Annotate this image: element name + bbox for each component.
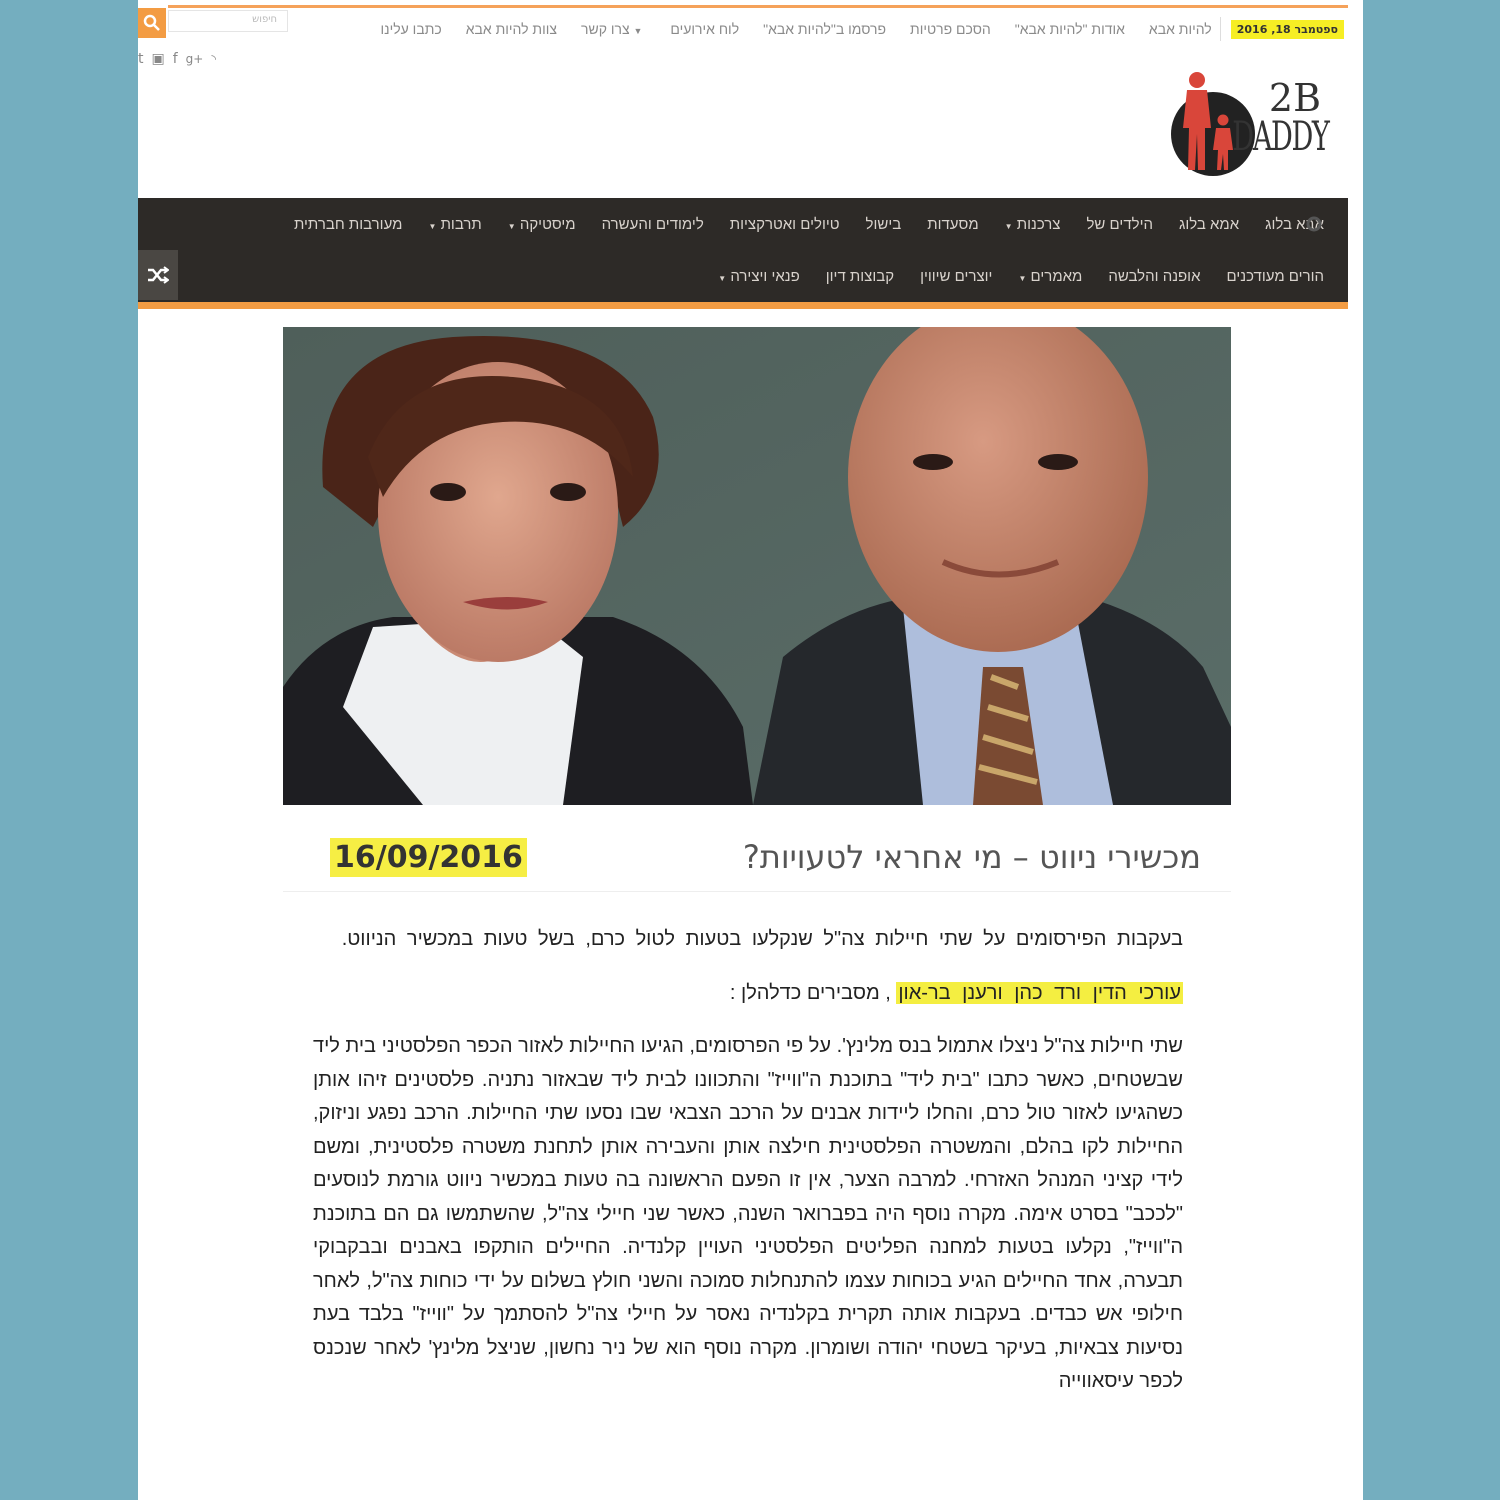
toplink-events[interactable]: לוח אירועים [670,21,740,37]
nav-item-trips[interactable]: טיולים ואטרקציות [729,215,840,233]
search-icon [143,14,161,32]
portrait-photo [283,327,1231,805]
rss-icon[interactable]: ◝ [211,52,216,66]
article-paragraph: שתי חיילות צה"ל ניצלו אתמול בנס מלינץ'. על פי הפרסומים, הגיעו החיילות לאזור הכפר הפלסטיני בית ליד שבשטחים, כאשר כתבו "בית ליד" בתוכנת ה"ווייז" והתכוונו לבית ליד שבאזור נתניה. פלסטינים זיהו אותן כשהגיעו לאזור טול כרם, והחלו ליידות אבנים על הרכב הצבאי שבו נסעו שתי החיילות. הרכב נפגע וניזוק, החיילות לקו בהלם, והמשטרה הפלסטינית חילצה אותן והעבירה אותן לתחנת משטרה פלסטינית, ומשם לידי קציני המנהל האזרחי. למרבה הצער, אין זו הפעם הראשונה בה טעות במכשיר ניווט גורמת לנוסעים "לככב" בסרט אימה. מקרה נוסף היה בפברואר השנה, כאשר שני חיילי צה"ל, שהשתמשו גם הם בתוכנת ה"ווייז", נקלעו בטעות למחנה הפליטים הפלסטיני העויין קלנדיה. החיילים הותקפו באבנים ובבקבוקי תבערה, אחד החיילים הגיע בכוחות עצמו להתנחלות סמוכה והשני חולץ בשלום על ידי כוחות צה"ל, לאחר חילופי אש כבדים. בעקבות אותה תקרית בקלנדיה נאסר על חיילי צה"ל להסתמך על "ווייז" בלבד בעת נסיעות צבאיות, בעיקר בשטחי יהודה ושומרון. מקרה נוסף הוא של ניר נחשון, שניצל מלינץ' לאחר שנכנס לכפר עיסאווייה [313,1035,1183,1392]
shuffle-button[interactable] [138,250,178,300]
nav-item-culture[interactable] [428,216,481,233]
nav-item-mysticism[interactable] [508,216,576,233]
page [138,0,1363,1500]
facebook-icon[interactable]: f [172,51,178,67]
nav-item-restaurants[interactable]: מסעדות [927,215,979,233]
nav-item-updated-parents[interactable]: הורים מעודכנים [1226,267,1324,285]
toplink-privacy[interactable]: הסכם פרטיות [910,21,991,37]
toplink-press[interactable]: כתבו עלינו [380,21,442,37]
article-title: מכשירי ניווט – מי אחראי לטעויות? [742,838,1201,876]
lawyers-rest: , מסבירים כדלהלן : [729,982,897,1004]
toplink-contact-label: צרו קשר [581,21,630,37]
search-input[interactable]: חיפוש [168,10,288,32]
logo-text: 2B [1268,76,1321,120]
nav-item-mom-blog[interactable]: אמא בלוג [1178,215,1240,233]
current-date-badge: ספטמבר 18, 2016 [1231,20,1344,39]
nav-row [138,198,1348,250]
highlighted-names: עורכי הדין ורד כהן ורענן בר-און [898,982,1181,1004]
nav-item-dad-blog[interactable]: אבא בלוג [1265,215,1324,233]
article-body [313,922,1183,1399]
logo-text-daddy: DADDY [1232,114,1329,160]
nav-item-consumer[interactable] [1005,216,1061,233]
top-bar [138,8,1348,50]
gear-icon[interactable] [1304,214,1324,234]
divider [1220,17,1221,41]
nav-row [138,250,1348,302]
nav-item-fashion[interactable]: אופנה והלבשה [1108,267,1201,285]
main-navigation [138,198,1348,302]
toplink-team[interactable]: צוות להיות אבא [465,21,557,37]
chevron-down-icon: ▼ [633,26,643,36]
nav-item-culture-label: תרבות [440,215,482,233]
youtube-icon[interactable]: ▣ [151,51,165,67]
toplink-advertise[interactable]: פרסמו ב"להיות אבא" [763,21,887,37]
nav-item-social[interactable]: מעורבות חברתית [293,215,403,233]
nav-item-consumer-label: צרכנות [1016,215,1061,233]
chevron-down-icon: ▼ [718,273,727,283]
search-button[interactable] [138,8,166,38]
nav-item-forums[interactable]: קבוצות דיון [825,267,895,285]
social-links [138,52,216,66]
toplink-contact[interactable] [581,21,646,37]
site-logo[interactable] [1161,70,1331,180]
nav-item-mysticism-label: מיסטיקה [519,215,576,233]
nav-accent-line [138,302,1348,309]
shuffle-icon [147,266,169,284]
article-header [283,820,1231,892]
chevron-down-icon: ▼ [428,221,437,231]
google-plus-icon[interactable]: g+ [185,52,204,66]
nav-item-articles[interactable] [1018,268,1082,285]
nav-item-education[interactable]: לימודים והעשרה [601,215,704,233]
chevron-down-icon: ▼ [1004,221,1013,231]
nav-item-cooking[interactable]: בישול [865,215,902,233]
chevron-down-icon: ▼ [507,221,516,231]
nav-item-articles-label: מאמרים [1030,267,1083,285]
article-date: 16/09/2016 [330,838,527,877]
nav-item-leisure-label: פנאי ויצירה [730,267,800,285]
nav-item-kids[interactable]: הילדים של [1086,215,1153,233]
nav-item-leisure[interactable] [718,268,800,285]
toplink-be-a-dad[interactable]: להיות אבא [1148,21,1212,37]
twitter-icon[interactable]: t [138,51,144,67]
chevron-down-icon: ▼ [1018,273,1027,283]
article-hero-image [283,327,1231,805]
article-lawyers [313,976,1183,1010]
toplink-about[interactable]: אודות "להיות אבא" [1014,21,1125,37]
article-intro: בעקבות הפירסומים על שתי חיילות צה"ל שנקלעו בטעות לטול כרם, בשל טעות במכשיר הניווט. [341,928,1183,950]
nav-item-creators[interactable]: יוצרים שיווין [920,267,993,285]
